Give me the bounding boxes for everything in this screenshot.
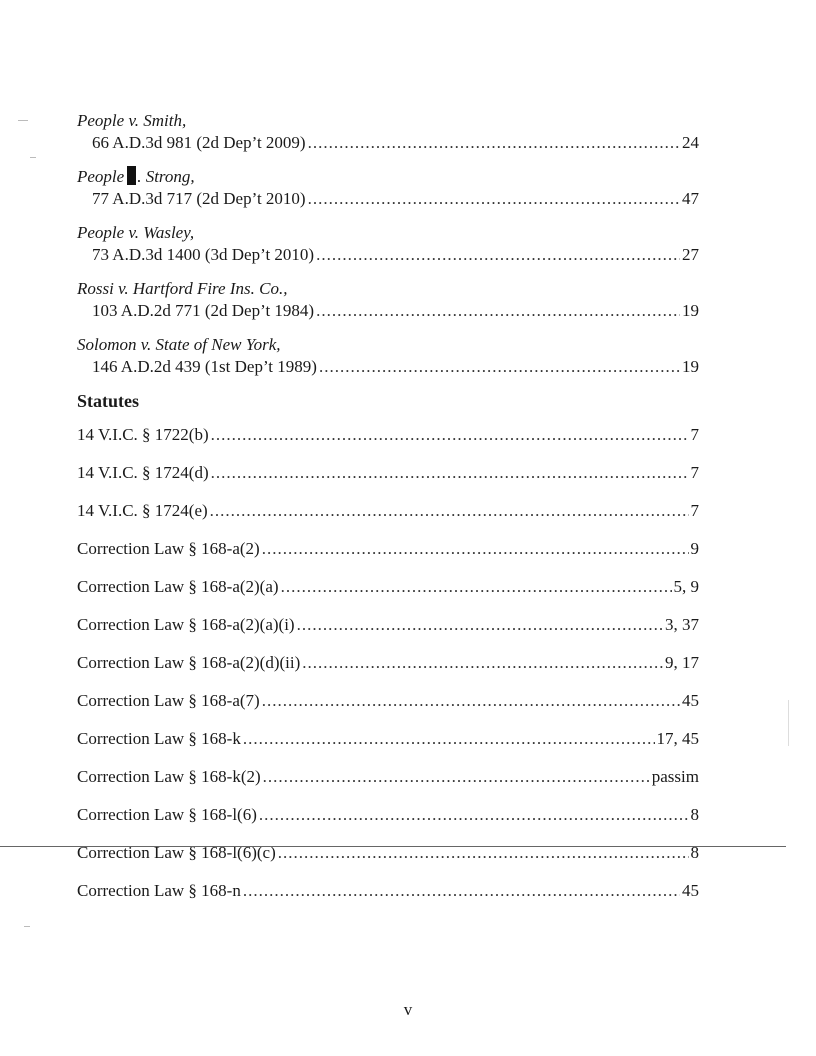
dot-leader — [316, 244, 680, 266]
page-reference: 27 — [682, 245, 699, 264]
case-entry — [77, 166, 699, 210]
page-reference: 7 — [690, 463, 699, 482]
case-citation: 146 A.D.2d 439 (1st Dep’t 1989) — [92, 357, 317, 376]
case-citation-line — [77, 300, 699, 322]
dot-leader — [297, 614, 663, 636]
dot-leader — [211, 462, 689, 484]
page-reference: 8 — [690, 805, 699, 824]
page-reference: 8 — [690, 843, 699, 862]
statute-label: Correction Law § 168-a(2)(d)(ii) — [77, 653, 301, 672]
page-reference: passim — [651, 767, 699, 786]
case-entry — [77, 222, 699, 266]
case-name: People v. Wasley, — [77, 223, 195, 242]
dot-leader — [259, 804, 689, 826]
dot-leader — [316, 300, 680, 322]
statute-entry — [77, 538, 699, 560]
statute-entry — [77, 690, 699, 712]
page-reference: 7 — [690, 501, 699, 520]
dot-leader — [281, 576, 672, 598]
dot-leader — [308, 132, 680, 154]
statute-entry — [77, 576, 699, 598]
dot-leader — [262, 538, 689, 560]
case-citation-line — [77, 244, 699, 266]
statute-label: Correction Law § 168-a(2)(a) — [77, 577, 279, 596]
statutes-heading: Statutes — [77, 391, 139, 411]
dot-leader — [263, 766, 650, 788]
statute-entry — [77, 728, 699, 750]
statute-label: 14 V.I.C. § 1724(d) — [77, 463, 209, 482]
statute-entry — [77, 462, 699, 484]
statute-label: Correction Law § 168-k — [77, 729, 241, 748]
statute-entry — [77, 804, 699, 826]
page-reference: 5, 9 — [673, 577, 699, 596]
case-citation-line — [77, 132, 699, 154]
page-reference: 3, 37 — [665, 615, 699, 634]
scan-speck — [18, 120, 28, 121]
page-reference: 47 — [682, 189, 699, 208]
case-citation: 66 A.D.3d 981 (2d Dep’t 2009) — [92, 133, 306, 152]
page-reference: 24 — [682, 133, 699, 152]
scan-line-artifact — [0, 846, 786, 847]
page-reference: 19 — [682, 357, 699, 376]
case-citation: 103 A.D.2d 771 (2d Dep’t 1984) — [92, 301, 315, 320]
statute-label: Correction Law § 168-k(2) — [77, 767, 261, 786]
statute-label: Correction Law § 168-l(6) — [77, 805, 257, 824]
scan-speck — [30, 157, 36, 158]
dot-leader — [302, 652, 663, 674]
statute-entry — [77, 880, 699, 902]
case-name: Solomon v. State of New York, — [77, 335, 281, 354]
table-of-authorities — [77, 110, 699, 918]
dot-leader — [211, 424, 689, 446]
case-name-part: People — [77, 167, 125, 186]
case-citation: 77 A.D.3d 717 (2d Dep’t 2010) — [92, 189, 306, 208]
scan-speck — [788, 700, 789, 746]
statute-label: Correction Law § 168-a(2) — [77, 539, 260, 558]
case-name: Rossi v. Hartford Fire Ins. Co., — [77, 279, 288, 298]
case-citation: 73 A.D.3d 1400 (3d Dep’t 2010) — [92, 245, 315, 264]
statute-label: Correction Law § 168-n — [77, 881, 241, 900]
page-number: v — [403, 1000, 413, 1019]
case-citation-line — [77, 188, 699, 210]
statute-label: Correction Law § 168-l(6)(c) — [77, 843, 276, 862]
case-name-part: . Strong, — [137, 167, 195, 186]
case-citation-line — [77, 356, 699, 378]
statute-label: Correction Law § 168-a(7) — [77, 691, 260, 710]
case-entry — [77, 334, 699, 378]
case-entry — [77, 110, 699, 154]
statute-label: 14 V.I.C. § 1724(e) — [77, 501, 208, 520]
dot-leader — [243, 728, 655, 750]
page-reference: 45 — [682, 691, 699, 710]
page-reference: 7 — [690, 425, 699, 444]
page-reference: 19 — [682, 301, 699, 320]
scan-speck — [24, 926, 30, 927]
statute-entry — [77, 614, 699, 636]
statute-entry — [77, 652, 699, 674]
statute-entry — [77, 766, 699, 788]
page-reference: 17, 45 — [656, 729, 699, 748]
dot-leader — [308, 188, 680, 210]
page-reference: 9 — [690, 539, 699, 558]
statute-entry — [77, 500, 699, 522]
dot-leader — [319, 356, 680, 378]
case-name — [77, 166, 699, 188]
dot-leader — [262, 690, 680, 712]
page-reference: 9, 17 — [665, 653, 699, 672]
statute-entry — [77, 424, 699, 446]
statute-label: Correction Law § 168-a(2)(a)(i) — [77, 615, 295, 634]
case-entry — [77, 278, 699, 322]
dot-leader — [210, 500, 689, 522]
dot-leader — [243, 880, 680, 902]
statute-label: 14 V.I.C. § 1722(b) — [77, 425, 209, 444]
case-name: People v. Smith, — [77, 111, 187, 130]
page-reference: 45 — [682, 881, 699, 900]
redaction-mark — [127, 166, 136, 185]
